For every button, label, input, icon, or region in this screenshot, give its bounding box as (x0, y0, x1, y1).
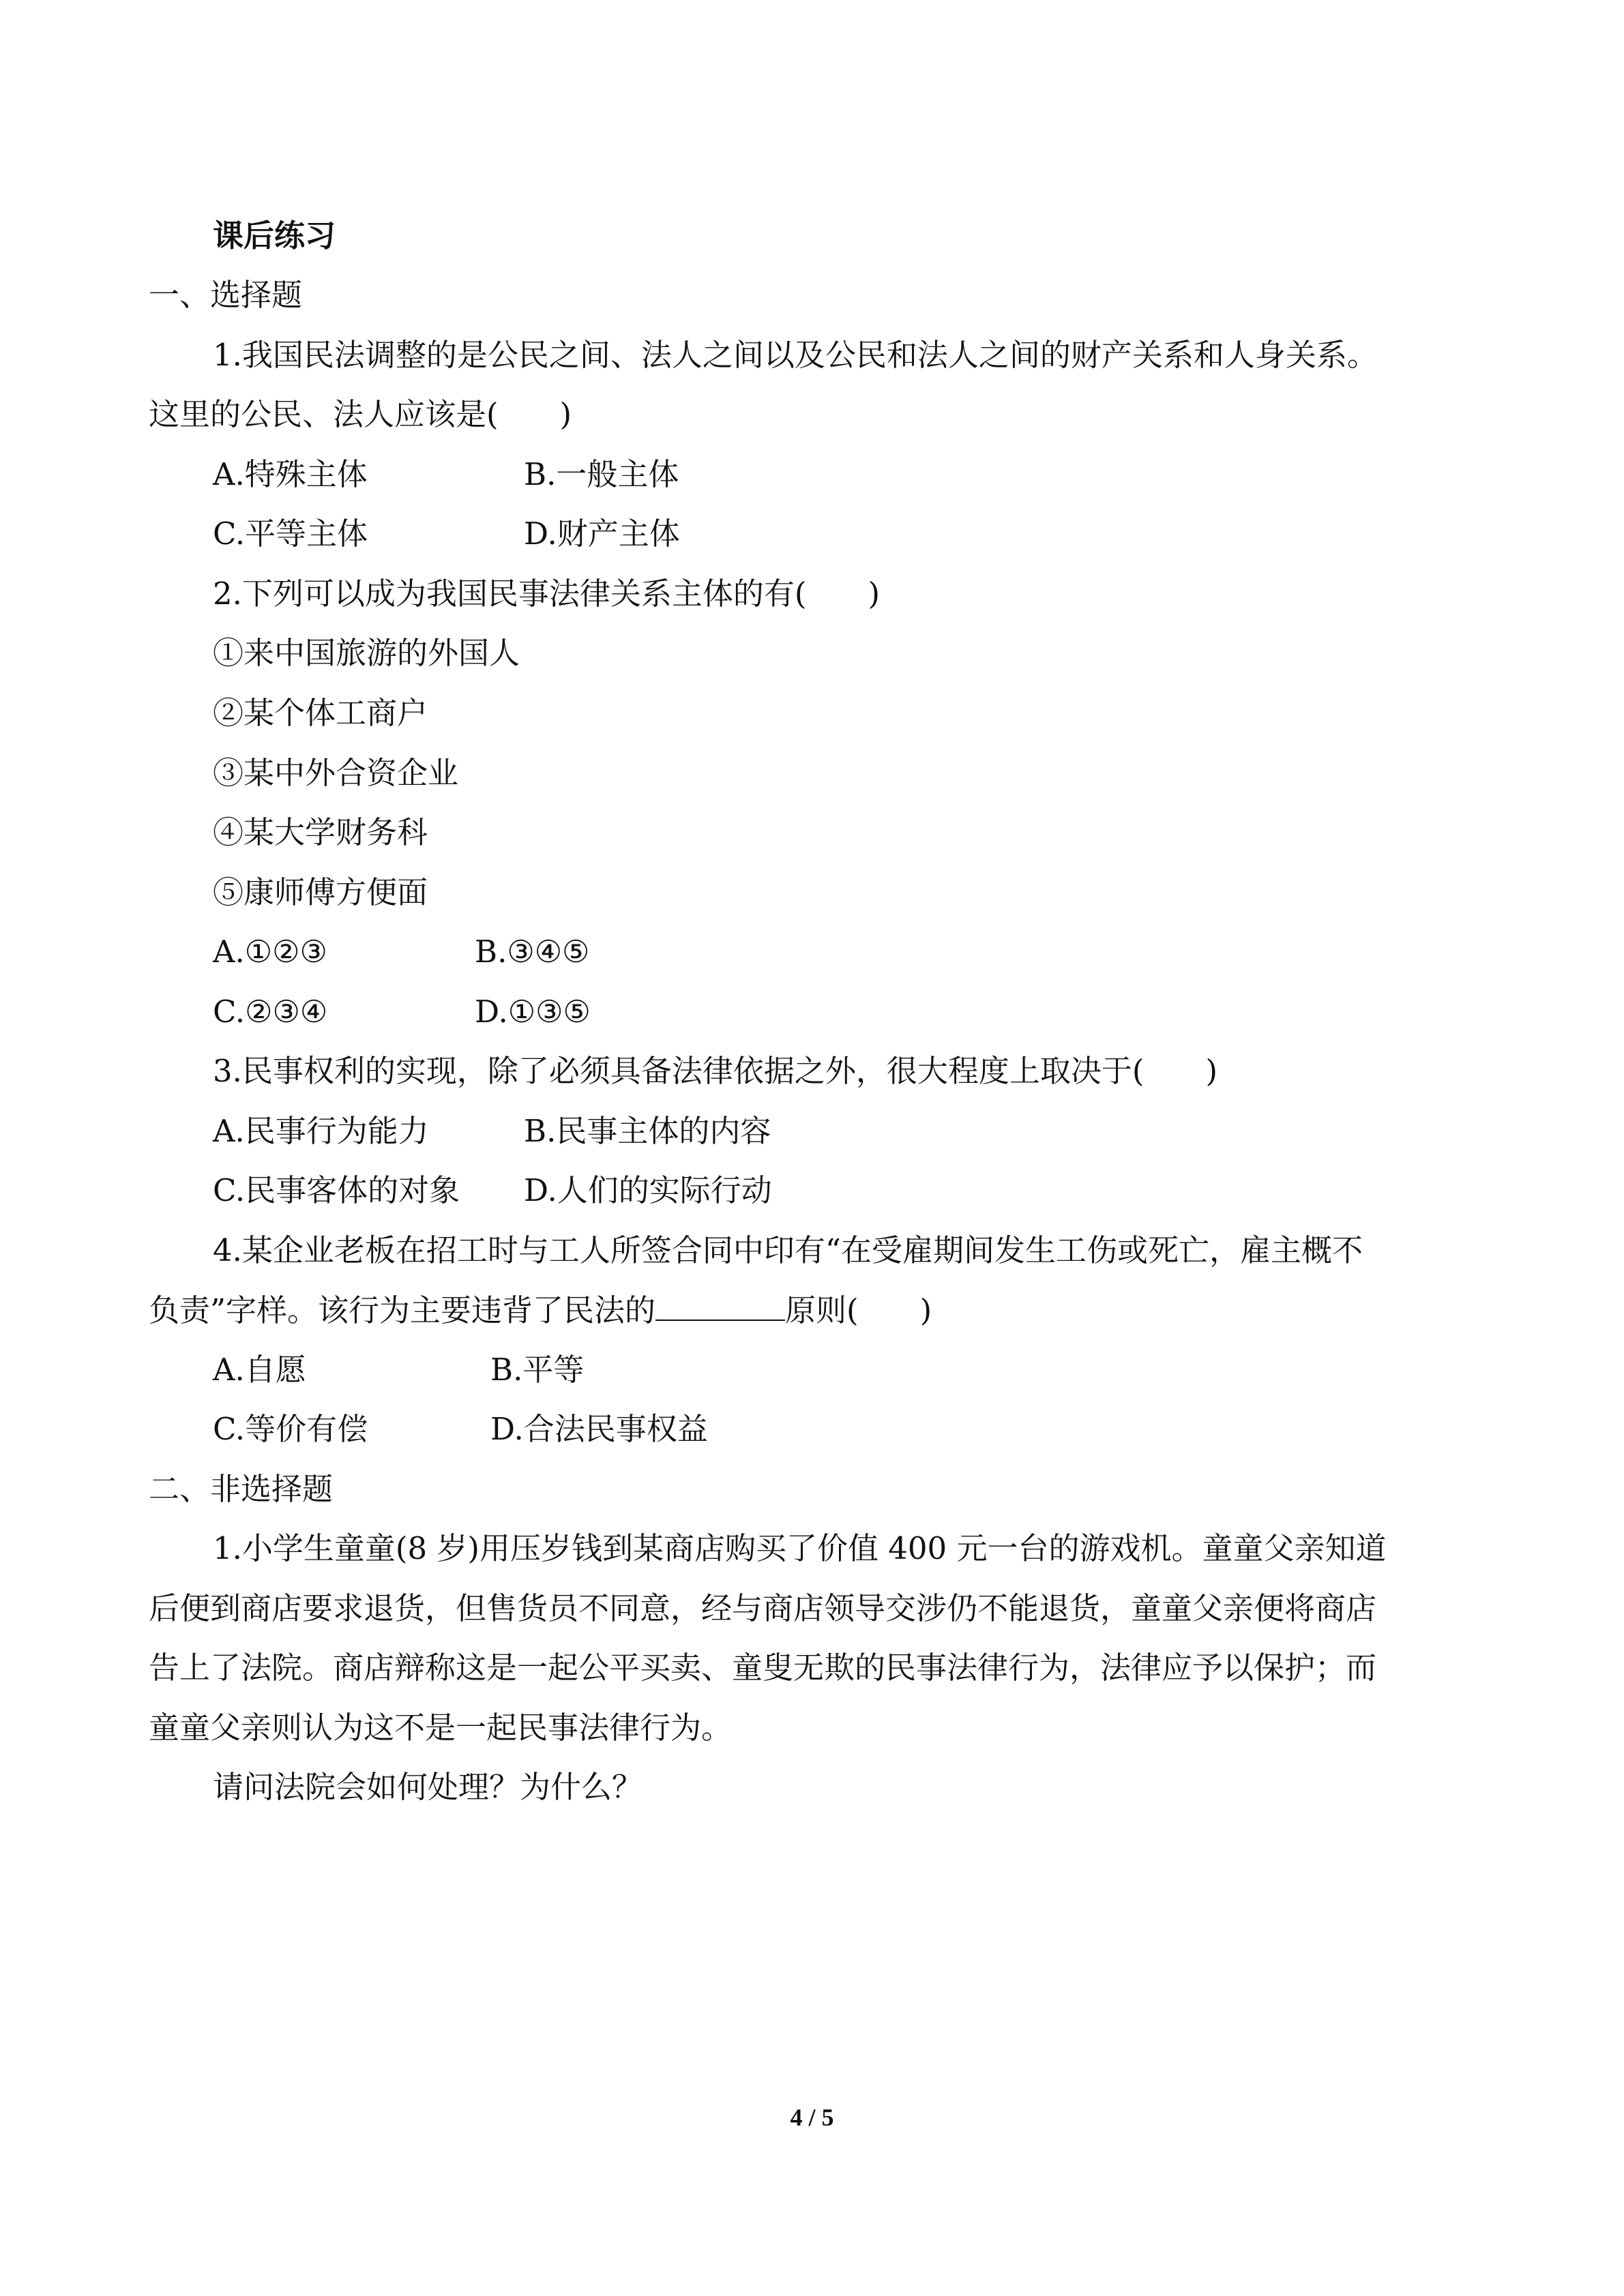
q2-option-c: C.②③④ (213, 994, 328, 1030)
section-title: 课后练习 (213, 218, 336, 254)
page-number: 4 / 5 (790, 2104, 834, 2131)
q1-option-c: C.平等主体 (213, 516, 368, 552)
q4-option-b: B.平等 (490, 1352, 585, 1388)
p2-q1-line2: 后便到商店要求退货，但售货员不同意，经与商店领导交涉仍不能退货，童童父亲便将商店 (149, 1590, 1377, 1626)
q4-line2 (149, 1289, 1486, 1331)
q3-option-b: B.民事主体的内容 (524, 1113, 771, 1149)
part1-heading: 一、选择题 (149, 277, 303, 313)
q2-line1: 2.下列可以成为我国民事法律关系主体的有( ) (213, 576, 881, 612)
p2-q1-line4: 童童父亲则认为这不是一起民事法律行为。 (149, 1710, 733, 1746)
q4-option-d: D.合法民事权益 (490, 1411, 708, 1447)
q2-item: ③某中外合资企业 (213, 755, 459, 791)
q3-option-c: C.民事客体的对象 (213, 1172, 460, 1208)
q2-options-row2 (213, 992, 591, 1032)
q1-line2: 这里的公民、法人应该是( ) (149, 396, 572, 432)
q4-line2-post: 原则( ) (785, 1292, 932, 1328)
q4-option-c: C.等价有偿 (213, 1411, 368, 1447)
part2-heading: 二、非选择题 (149, 1471, 334, 1507)
q4-option-a: A.自愿 (213, 1352, 306, 1388)
q1-option-a: A.特殊主体 (213, 456, 368, 492)
q4-line1: 4.某企业老板在招工时与工人所签合同中印有“在受雇期间发生工伤或死亡，雇主概不 (213, 1232, 1363, 1268)
q4-fill-blank (655, 1289, 785, 1321)
q3-options-row2 (213, 1170, 772, 1211)
q2-item: ①来中国旅游的外国人 (213, 635, 520, 671)
q1-options-row2 (213, 513, 680, 554)
q3-option-a: A.民事行为能力 (213, 1113, 429, 1149)
q3-options-row1 (213, 1111, 771, 1152)
q1-line1: 1.我国民法调整的是公民之间、法人之间以及公民和法人之间的财产关系和人身关系。 (213, 337, 1378, 373)
q4-options-row1 (213, 1350, 584, 1390)
q3-line1: 3.民事权利的实现，除了必须具备法律依据之外，很大程度上取决于( ) (213, 1053, 1218, 1089)
q2-option-b: B.③④⑤ (475, 934, 590, 970)
q4-line2-pre: 负责”字样。该行为主要违背了民法的 (149, 1292, 656, 1328)
q4-options-row2 (213, 1409, 708, 1450)
q2-options-row1 (213, 931, 589, 972)
q2-item: ⑤康师傅方便面 (213, 874, 428, 910)
q2-item: ④某大学财务科 (213, 814, 428, 850)
q2-option-d: D.①③⑤ (475, 994, 591, 1030)
q2-option-a: A.①②③ (213, 934, 327, 970)
p2-q1-line1: 1.小学生童童(8 岁)用压岁钱到某商店购买了价值 400 元一台的游戏机。童童父亲知道 (213, 1530, 1387, 1566)
q1-option-b: B.一般主体 (524, 456, 679, 492)
q2-item: ②某个体工商户 (213, 695, 428, 731)
q1-option-d: D.财产主体 (524, 516, 680, 552)
q1-options-row1 (213, 454, 679, 495)
p2-q1-line3: 告上了法院。商店辩称这是一起公平买卖、童叟无欺的民事法律行为，法律应予以保护；而 (149, 1650, 1377, 1686)
q3-option-d: D.人们的实际行动 (524, 1172, 772, 1208)
p2-q1-question: 请问法院会如何处理？为什么？ (213, 1769, 643, 1805)
